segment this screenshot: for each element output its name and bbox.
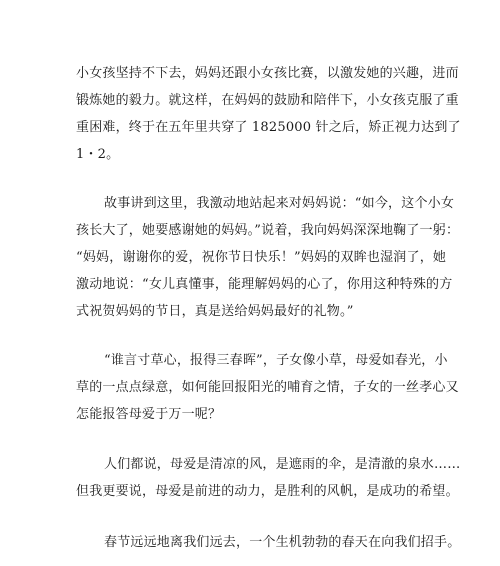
paragraph-4-line-1: 人们都说，母爱是清凉的风，是遮雨的伞，是清澈的泉水…… [104, 457, 461, 472]
paragraph-2-line-5: 式祝贺妈妈的节日，真是送给妈妈最好的礼物。” [76, 304, 354, 319]
paragraph-2-line-1: 故事讲到这里，我激动地站起来对妈妈说：“如今，这个小女 [104, 196, 455, 211]
paragraph-1-line-4: 1・2。 [76, 147, 120, 162]
paragraph-5-line-1: 春节远远地离我们远去，一个生机勃勃的春天在向我们招手。 [104, 535, 461, 550]
paragraph-3-line-3: 怎能报答母爱于万一呢？ [76, 407, 222, 422]
paragraph-2-line-4: 激动地说：“女儿真懂事，能理解妈妈的心了，你用这种特殊的方 [76, 277, 453, 292]
paragraph-3-line-2: 草的一点点绿意，如何能回报阳光的哺育之情，子女的一丝孝心又 [76, 380, 459, 395]
paragraph-2-line-2: 孩长大了，她要感谢她的妈妈。”说着，我向妈妈深深地鞠了一躬： [76, 223, 460, 238]
paragraph-1-line-2: 锻炼她的毅力。就这样，在妈妈的鼓励和陪伴下，小女孩克服了重 [76, 93, 459, 108]
paragraph-4-line-2: 但我更要说，母爱是前进的动力，是胜利的风帆，是成功的希望。 [76, 484, 459, 499]
paragraph-2-line-3: “妈妈，谢谢你的爱，祝你节日快乐！”妈妈的双眸也湿润了，她 [76, 250, 447, 265]
paragraph-3-line-1: “谁言寸草心，报得三春晖”，子女像小草，母爱如春光，小 [104, 353, 448, 368]
paragraph-1-line-3: 重困难，终于在五年里共穿了 1825000 针之后，矫正视力达到了 [76, 120, 461, 135]
paragraph-1-line-1: 小女孩坚持不下去，妈妈还跟小女孩比赛，以激发她的兴趣，进而 [76, 66, 459, 81]
